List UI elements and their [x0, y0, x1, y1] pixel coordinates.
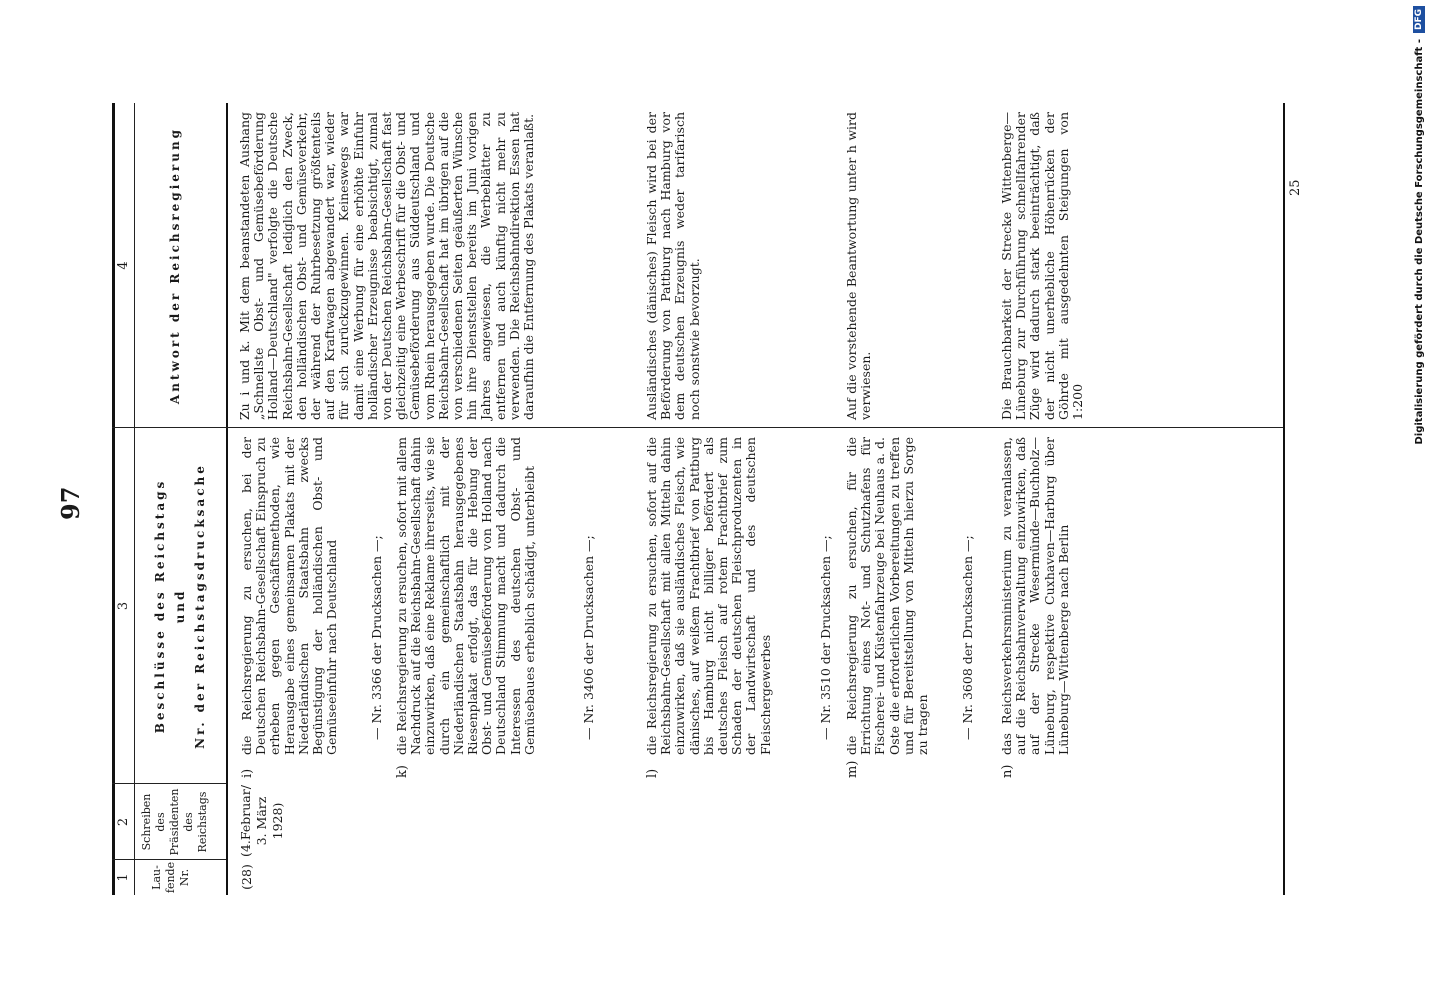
item-drucksache-k: — Nr. 3406 der Drucksachen —;	[581, 535, 596, 740]
sponsor-strip	[1408, 6, 1430, 992]
item-text-l: die Reichsregierung zu ersuchen, sofort auf die Reichsbahn-Gesellschaft mit allen Mitteln dahin einzuwirken, daß sie ausländisches Fleisch, wie dänisches, auf weißem Frachtbrief von Pattburg bis Hamburg nicht billiger befördert als deutsches Fleisch auf rotem Frachtbrief zum Schaden der deutschen Fleischproduzenten in der Landwirtschaft und des deutschen Fleischergewerbes	[644, 437, 773, 755]
item-text-i: die Reichsregierung zu ersuchen, bei der Deutschen Reichsbahn-Gesellschaft Einspruch zu erheben gegen Geschäftsmethoden, wie Herausgabe eines gemeinsamen Plakats mit der Niederländischen Staatsbahn zwecks Begünstigung der holländischen Obst- und Gemüseeinfuhr nach Deutschland	[239, 437, 340, 755]
sponsor-text: Digitalisierung gefördert durch die Deutsche Forschungsgemeinschaft -	[1413, 39, 1425, 445]
header-beschluesse: Beschlüsse des Reichstags und Nr. der Reichstagsdrucksache	[153, 463, 207, 749]
col-number-2: 2	[116, 817, 131, 827]
answer-i-k: Zu i und k. Mit dem beanstandeten Aushang „Schnellste Obst- und Gemüsebeförderung Holland—Deutschland" verfolgte die Deutsche Reichsbahn-Gesellschaft lediglich den Zweck, den holländischen Obst- und Gemüseverkehr, der während der Ruhrbesetzung größtenteils auf den Kraftwagen abgewandert war, wieder für sich zurückzugewinnen. Keineswegs war damit eine Werbung für eine erhöhte Einfuhr holländischer Erzeugnisse beabsichtigt, zumal von der Deutschen Reichsbahn-Gesellschaft fast gleichzeitig eine Werbeschrift für die Obst- und Gemüsebeförderung aus Süddeutschland und vom Rhein herausgegeben wurde. Die Deutsche Reichsbahn-Gesellschaft hat im übrigen auf die von verschiedenen Seiten geäußerten Wünsche hin ihre Dienststellen bereits im Juni vorigen Jahres angewiesen, die Werbeblätter zu entfernen und auch künftig nicht mehr zu verwenden. Die Reichsbahndirektion Essen hat daraufhin die Entfernung des Plakats veranlaßt.	[237, 112, 537, 420]
header-laufende-nr: Lau- fende Nr.	[150, 861, 191, 894]
col-number-3: 3	[116, 601, 131, 611]
item-drucksache-m: — Nr. 3608 der Drucksachen —;	[960, 535, 975, 740]
col-number-4: 4	[116, 261, 131, 270]
answer-l: Ausländisches (dänisches) Fleisch wird bei der Beförderung von Pattburg nach Hamburg vor dem deutschen Erzeugnis weder tarifarisch noch sonstwie bevorzugt.	[644, 112, 702, 420]
footer-number: 25	[1288, 179, 1303, 196]
row-date: (4.Februar/ 3. März 1928)	[238, 785, 285, 857]
item-drucksache-l: — Nr. 3510 der Drucksachen —;	[818, 535, 833, 740]
dfg-logo-icon: DFG	[1413, 6, 1425, 33]
header-schreiben: Schreiben des Präsidenten des Reichstags	[140, 788, 209, 856]
item-text-k: die Reichsregierung zu ersuchen, sofort mit allem Nachdruck auf die Reichsbahn-Gesellschaft dahin einzuwirken, daß eine Reklame ihrerseits, wie sie durch ein gemeinschaftlich mit der Niederländischen Staatsbahn herausgegebenes Riesenplakat erfolgt, das für die Hebung der Obst- und Gemüsebeförderung von Holland nach Deutschland Stimmung macht und dadurch die Interessen des deutschen Obst- und Gemüsebaues erheblich schädigt, unterbleibt	[394, 437, 537, 755]
row-number: (28)	[239, 864, 254, 890]
item-label-m: m)	[845, 760, 860, 778]
item-label-n: n)	[1000, 764, 1015, 778]
item-label-k: k)	[395, 765, 410, 778]
item-label-i: i)	[240, 768, 255, 778]
column-number-rule	[134, 103, 135, 895]
answer-m: Auf die vorstehende Beantwortung unter h wird verwiesen.	[844, 112, 874, 420]
item-label-l: l)	[645, 768, 660, 778]
header-antwort: Antwort der Reichsregierung	[168, 126, 182, 405]
col-divider-3	[112, 427, 1283, 428]
item-drucksache-i: — Nr. 3366 der Drucksachen —;	[369, 535, 384, 740]
header-rule	[226, 103, 228, 895]
col-number-1: 1	[116, 873, 131, 882]
table-bottom-rule	[1283, 103, 1285, 895]
table-top-rule	[112, 103, 115, 895]
item-text-m: die Reichsregierung zu ersuchen, für die Errichtung eines Not- und Schutzhafens für Fischerei- und Küstenfahrzeuge bei Neuhaus a. d. Oste die erforderlichen Vorbereitungen zu treffen und für Bereitstellung von Mitteln hierzu Sorge zu tragen	[844, 437, 931, 755]
item-text-n: das Reichsverkehrsministerium zu veranlassen, auf die Reichsbahnverwaltung einzuwirken, daß auf der Strecke Wesermünde—Buchholz—Lüneburg, respektive Cuxhaven—Harburg über Lüneburg—Wittenberge nach Berlin	[999, 437, 1071, 755]
page-number: 97	[56, 486, 85, 520]
answer-n: Die Brauchbarkeit der Strecke Wittenberge—Lüneburg zur Durchführung schnellfahrender Züge wird dadurch stark beeinträchtigt, daß der nicht unerhebliche Höhenrücken der Göhrde mit ausgedehnten Steigungen von 1:200	[999, 112, 1086, 420]
